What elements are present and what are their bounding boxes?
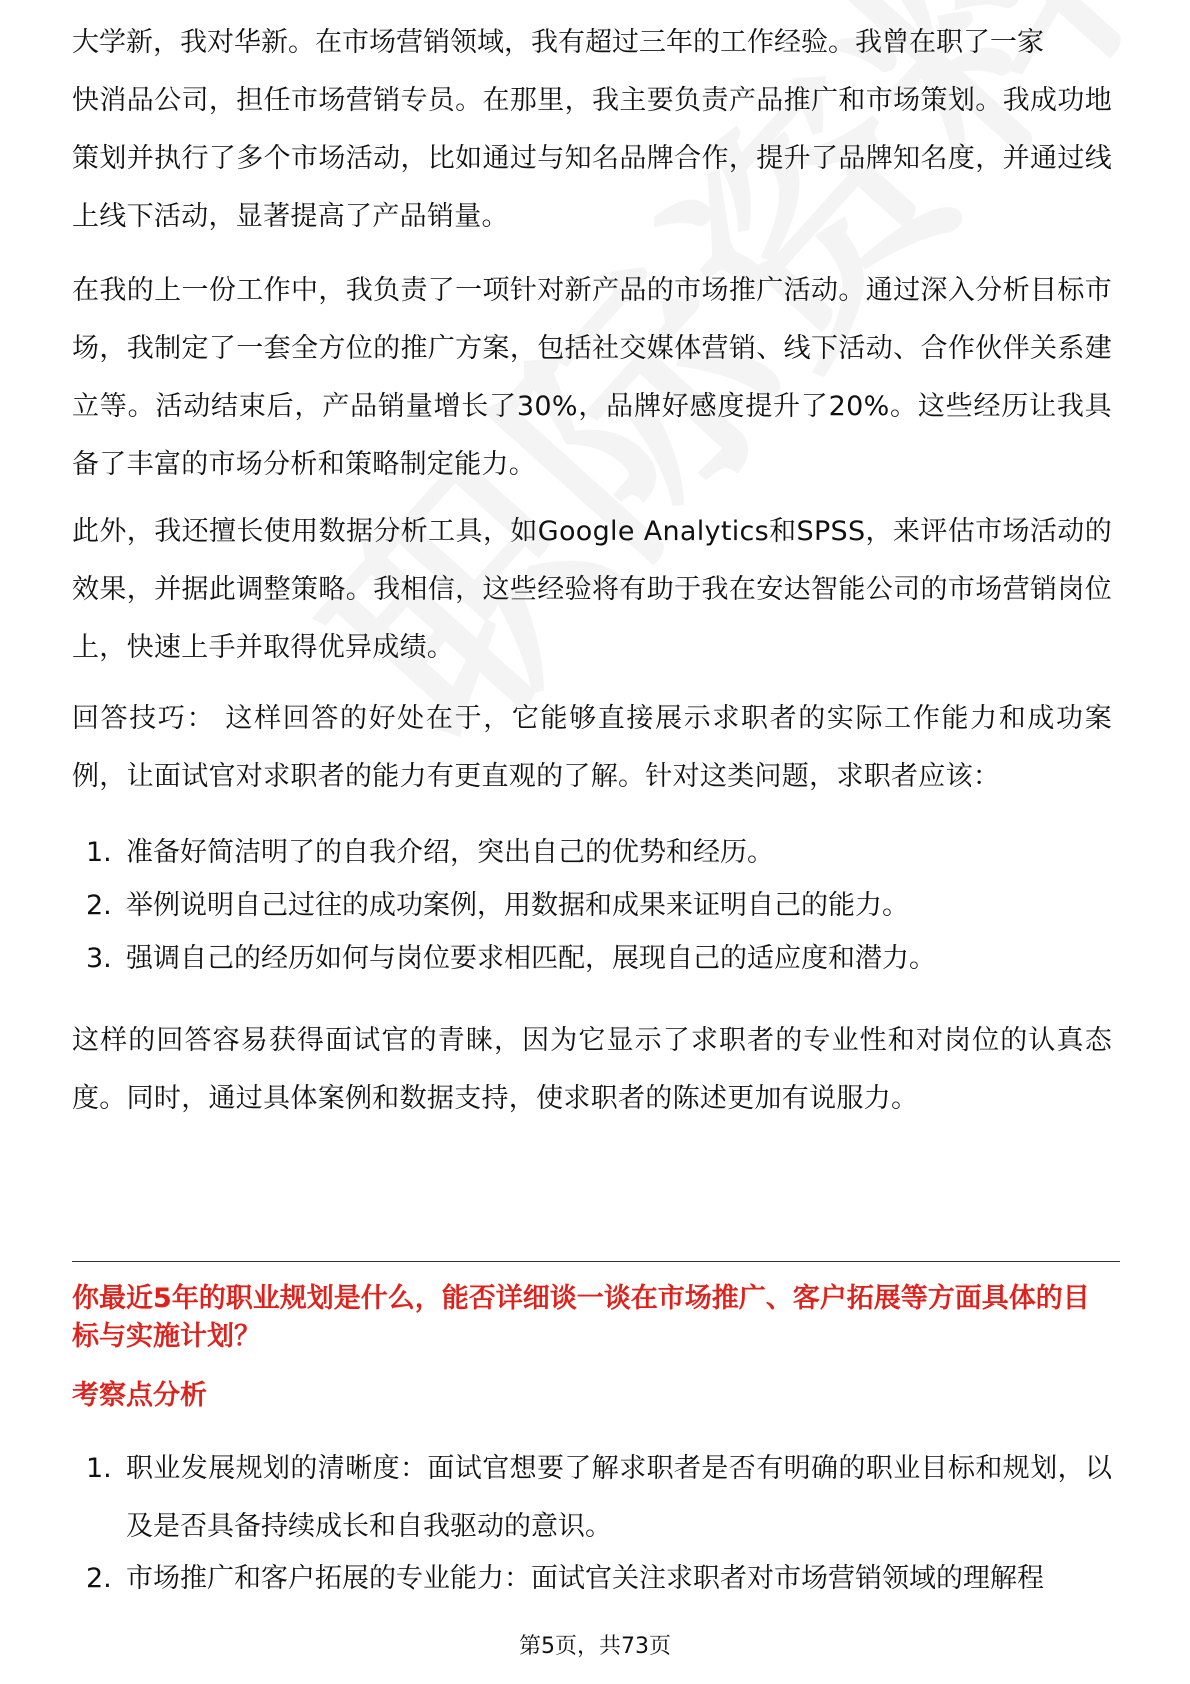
analysis-heading: 考察点分析 — [72, 1380, 207, 1411]
list-text: 举例说明自己过往的成功案例，用数据和成果来证明自己的能力。 — [126, 890, 909, 921]
paragraph-answer-tips: 回答技巧： 这样回答的好处在于，它能够直接展示求职者的实际工作能力和成功案例，让面试官对求职者的能力有更直观的了解。针对这类问题，求职者应该： — [72, 703, 1112, 792]
list-text: 强调自己的经历如何与岗位要求相匹配，展现自己的适应度和潜力。 — [126, 943, 936, 974]
paragraph-closing: 这样的回答容易获得面试官的青睐，因为它显示了求职者的专业性和对岗位的认真态度。同时，通过具体案例和数据支持，使求职者的陈述更加有说服力。 — [72, 1025, 1112, 1114]
paragraph-previous-job: 在我的上一份工作中，我负责了一项针对新产品的市场推广活动。通过深入分析目标市场，我制定了一套全方位的推广方案，包括社交媒体营销、线下活动、合作伙伴关系建立等。活动结束后，产品销量增长了30%，品牌好感度提升了20%。这些经历让我具备了丰富的市场分析和策略制定能力。 — [72, 275, 1112, 480]
list-number: 2. — [86, 890, 112, 921]
list-text: 市场推广和客户拓展的专业能力：面试官关注求职者对市场营销领域的理解程 — [126, 1563, 1044, 1594]
partial-text-line: 大学新，我对华新。在市场营销领域，我有超过三年的工作经验。我曾在职了一家 — [72, 28, 1044, 58]
section-divider — [72, 1261, 1120, 1262]
page-footer: 第5页，共73页 — [519, 1634, 671, 1659]
list-number: 1. — [86, 837, 112, 868]
list-text: 职业发展规划的清晰度：面试官想要了解求职者是否有明确的职业目标和规划，以及是否具备持续成长和自我驱动的意识。 — [126, 1453, 1112, 1542]
list-number: 1. — [86, 1453, 112, 1484]
list-number: 2. — [86, 1563, 112, 1594]
list-item — [72, 1550, 1112, 1608]
list-item — [72, 930, 1112, 988]
interview-question: 你最近5年的职业规划是什么，能否详细谈一谈在市场推广、客户拓展等方面具体的目标与实施计划？ — [72, 1283, 1090, 1352]
paragraph-experience: 快消品公司，担任市场营销专员。在那里，我主要负责产品推广和市场策划。我成功地策划并执行了多个市场活动，比如通过与知名品牌合作，提升了品牌知名度，并通过线上线下活动，显著提高了产品销量。 — [72, 85, 1112, 232]
list-item — [72, 1440, 1112, 1556]
paragraph-data-tools: 此外，我还擅长使用数据分析工具，如Google Analytics和SPSS，来评估市场活动的效果，并据此调整策略。我相信，这些经验将有助于我在安达智能公司的市场营销岗位上，快速上手并取得优异成绩。 — [72, 516, 1112, 663]
list-item — [72, 877, 1112, 935]
list-number: 3. — [86, 943, 112, 974]
list-text: 准备好简洁明了的自我介绍，突出自己的优势和经历。 — [126, 837, 774, 868]
list-item — [72, 824, 1112, 882]
